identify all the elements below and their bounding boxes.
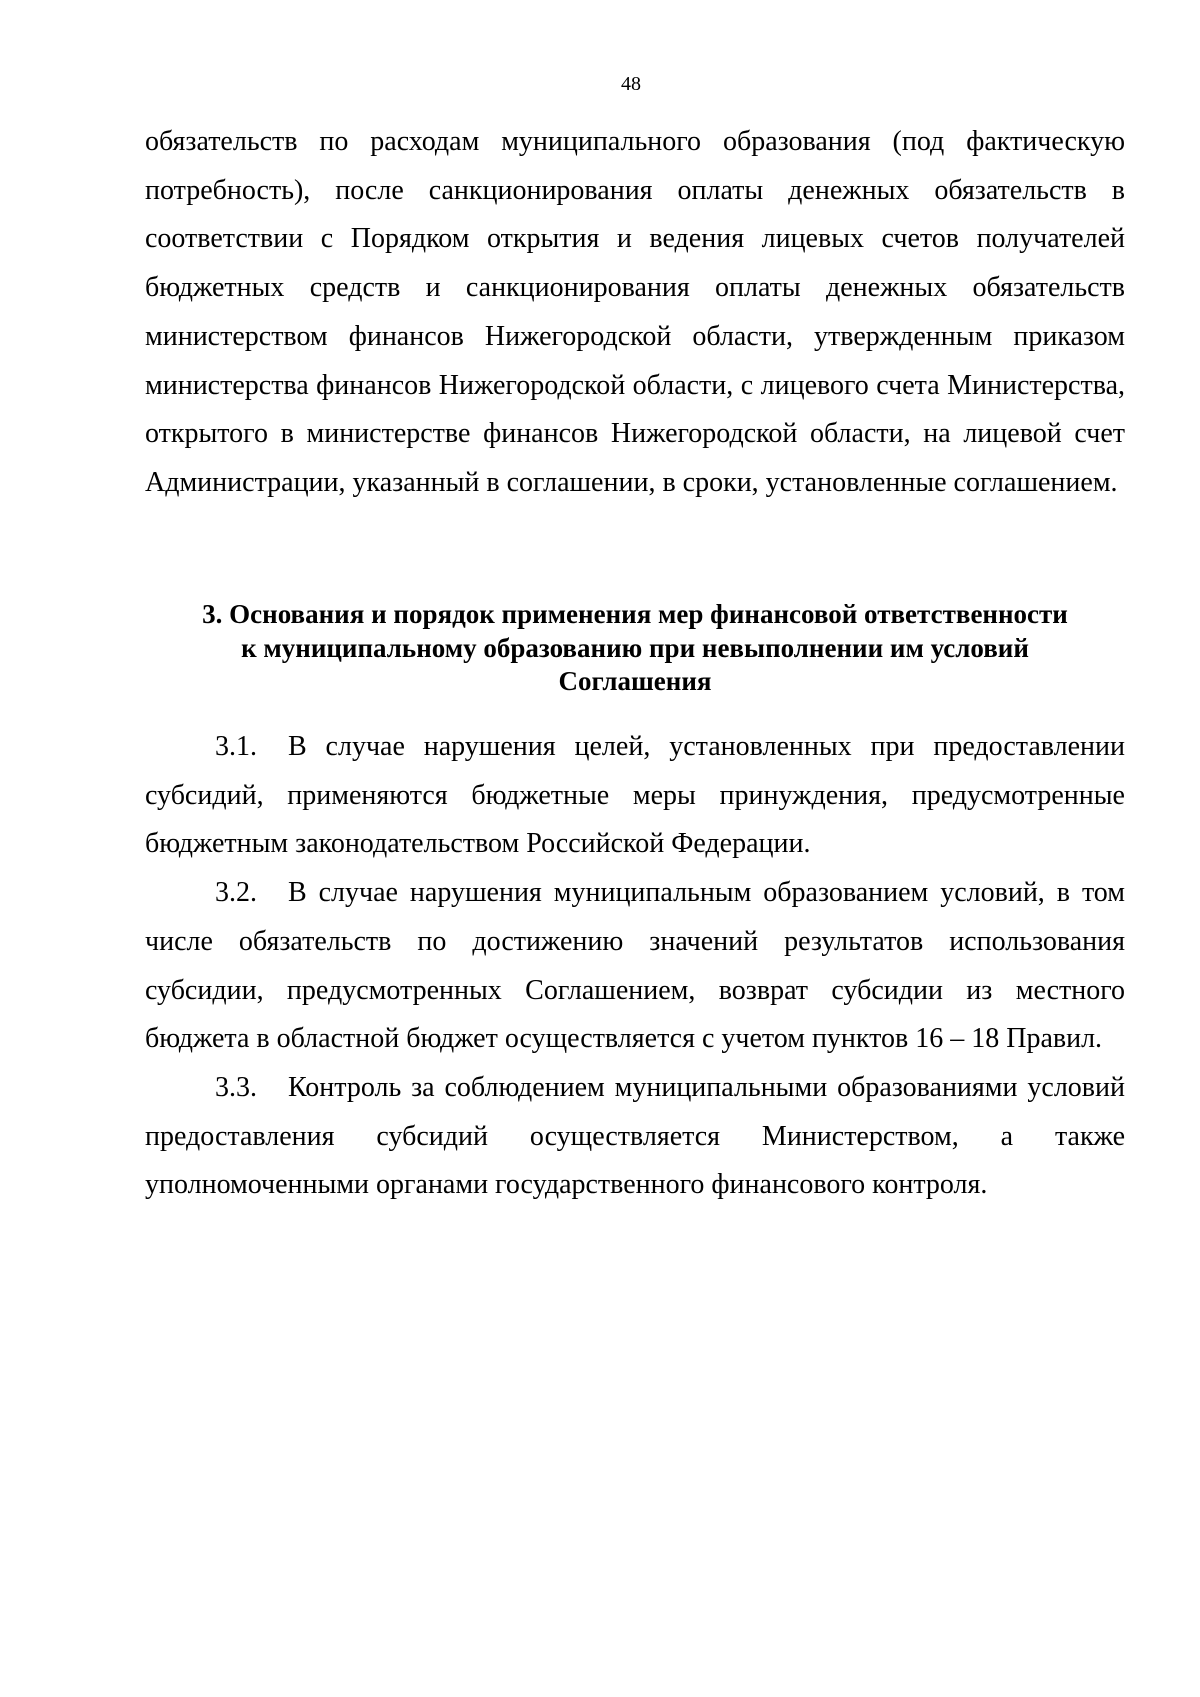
clause-number: 3.1.: [215, 731, 257, 762]
clause-3-2: [145, 869, 1125, 1064]
section-heading: [145, 598, 1125, 699]
clause-number: 3.3.: [215, 1071, 257, 1103]
intro-paragraph-block: [145, 118, 1125, 508]
section-heading-line-1: 3. Основания и порядок применения мер финансовой ответственности: [202, 599, 1068, 629]
clause-3-1: [145, 723, 1125, 869]
clauses-block: [145, 723, 1125, 1210]
clause-text: В случае нарушения муниципальным образованием условий, в том числе обязательств по достижению значений результатов использования субсидии, предусмотренных Соглашением, возврат субсидии из местного бюджета в областной бюджет осуществляется с учетом пунктов 16 – 18 Правил.: [145, 877, 1125, 1055]
clause-text: Контроль за соблюдением муниципальными образованиями условий предоставления субсидий осуществляется Министерством, а также уполномоченными органами государственного финансового контроля.: [145, 1071, 1125, 1201]
clause-number: 3.2.: [215, 877, 257, 909]
clause-3-3: [145, 1064, 1125, 1210]
section-heading-line-2: к муниципальному образованию при невыполнении им условий: [241, 632, 1029, 663]
section-heading-line-3: Соглашения: [558, 666, 712, 696]
clause-text: В случае нарушения целей, установленных при предоставлении субсидий, применяются бюджетные меры принуждения, предусмотренные бюджетным законодательством Российской Федерации.: [145, 731, 1125, 860]
intro-paragraph: обязательств по расходам муниципального образования (под фактическую потребность), после санкционирования оплаты денежных обязательств в соответствии с Порядком открытия и ведения лицевых счетов получателей бюджетных средств и санкционирования оплаты денежных обязательств министерством финансов Нижегородской области, утвержденным приказом министерства финансов Нижегородской области, с лицевого счета Министерства, открытого в министерстве финансов Нижегородской области, на лицевой счет Администрации, указанный в соглашении, в сроки, установленные соглашением.: [145, 126, 1125, 498]
page-number: 48: [621, 73, 641, 95]
